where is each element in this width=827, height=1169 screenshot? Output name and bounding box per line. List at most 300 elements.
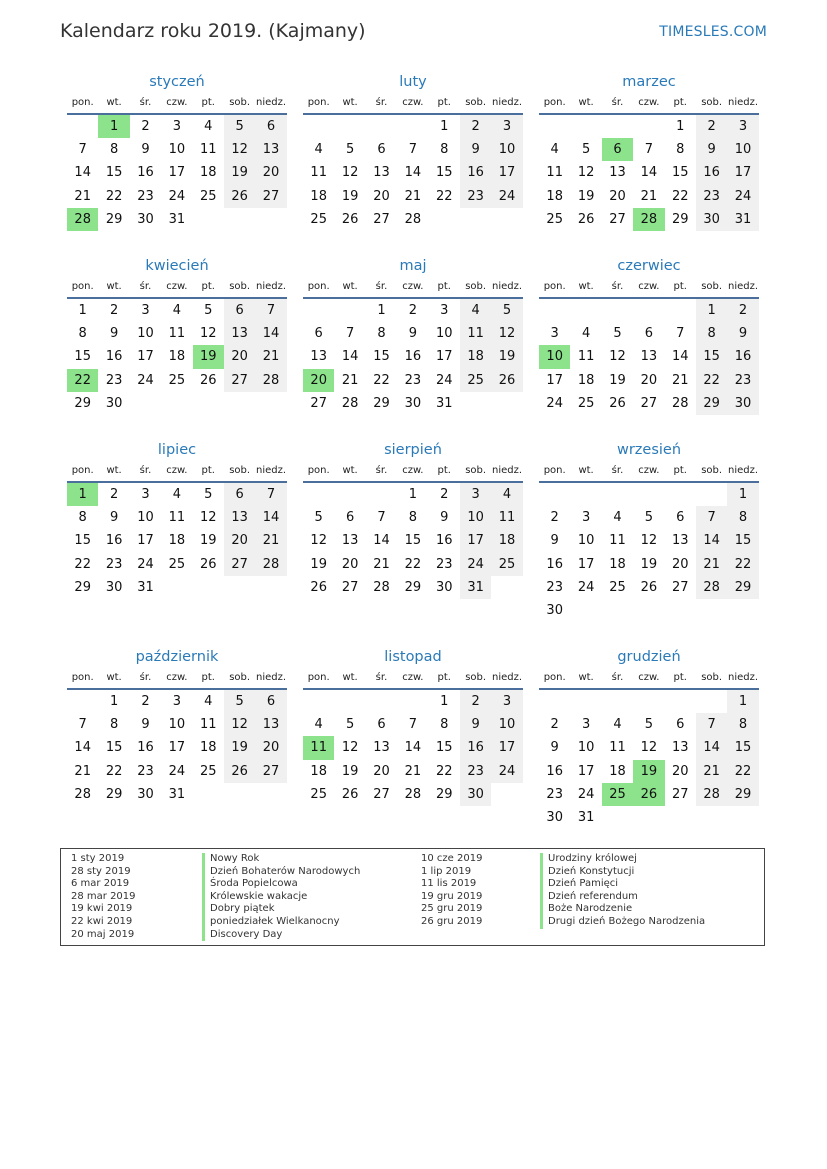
week-row — [67, 138, 287, 161]
day-cell: 20 — [255, 736, 286, 759]
day-cell: 11 — [577, 349, 595, 365]
day-cell: 18 — [491, 529, 522, 552]
legend-date: 11 lis 2019 — [421, 878, 477, 890]
weekday-label: czw. — [638, 281, 660, 292]
weekday-header — [303, 93, 523, 115]
day-cell: 18 — [609, 556, 626, 572]
day-cell: 24 — [137, 556, 154, 572]
weekday-label: czw. — [638, 97, 660, 108]
day-cell: 11 — [310, 165, 327, 181]
day-cell: 19 — [640, 556, 658, 572]
week-row — [67, 553, 287, 576]
week-row — [67, 529, 287, 552]
day-cell: 16 — [546, 763, 563, 779]
week-row — [539, 506, 759, 529]
day-cell: 6 — [377, 717, 386, 733]
day-cell: 25 — [199, 188, 217, 204]
weekday-label: wt. — [342, 281, 358, 292]
week-row — [539, 161, 759, 184]
day-cell — [633, 599, 664, 622]
day-cell: 12 — [224, 713, 255, 736]
day-cell: 24 — [168, 763, 186, 779]
day-cell: 25 — [310, 211, 327, 227]
day-cell: 7 — [644, 142, 653, 158]
day-cell: 23 — [105, 372, 123, 388]
weekday-label: sob. — [465, 281, 487, 292]
weekday-label: śr. — [375, 281, 388, 292]
day-cell: 26 — [341, 211, 359, 227]
month-name: sierpień — [384, 442, 442, 458]
day-cell: 26 — [491, 369, 522, 392]
day-cell — [633, 690, 664, 713]
day-cell: 13 — [310, 349, 327, 365]
day-cell — [665, 299, 696, 322]
day-cell: 11 — [199, 142, 217, 158]
day-cell: 7 — [255, 483, 286, 506]
day-cell: 12 — [491, 322, 522, 345]
day-cell: 16 — [546, 556, 563, 572]
day-cell: 19 — [341, 763, 359, 779]
day-cell: 18 — [460, 345, 491, 368]
day-cell: 10 — [435, 326, 453, 342]
day-cell: 6 — [314, 326, 323, 342]
day-cell: 14 — [696, 736, 727, 759]
weekday-label: śr. — [139, 465, 152, 476]
day-cell: 9 — [408, 326, 417, 342]
legend-date: 20 maj 2019 — [71, 928, 135, 940]
day-cell: 5 — [345, 717, 355, 733]
day-cell: 14 — [255, 506, 286, 529]
day-cell: 17 — [168, 165, 186, 181]
day-cell: 16 — [460, 736, 491, 759]
week-row — [539, 345, 759, 368]
month-10 — [303, 646, 523, 806]
day-cell: 11 — [546, 165, 563, 181]
week-row — [67, 115, 287, 138]
weekday-label: pt. — [673, 97, 687, 108]
legend-holiday-name: Nowy Rok — [202, 853, 360, 866]
day-cell: 11 — [168, 510, 186, 526]
holiday-day-cell: 1 — [98, 115, 129, 138]
day-cell: 21 — [74, 188, 91, 204]
weekday-label: wt. — [106, 281, 122, 292]
site-link[interactable]: TIMESLES.COM — [659, 24, 767, 40]
weekday-label: czw. — [402, 281, 424, 292]
day-cell: 2 — [460, 690, 491, 713]
week-row — [539, 529, 759, 552]
day-cell: 13 — [224, 322, 255, 345]
day-cell — [303, 483, 334, 506]
day-cell: 27 — [255, 185, 286, 208]
weekday-label: śr. — [139, 97, 152, 108]
day-cell: 1 — [727, 483, 758, 506]
day-cell: 16 — [105, 349, 123, 365]
day-cell: 17 — [435, 349, 453, 365]
weekday-label: śr. — [139, 281, 152, 292]
day-cell: 17 — [727, 161, 758, 184]
day-cell — [193, 576, 224, 599]
day-cell: 17 — [168, 740, 186, 756]
day-cell — [696, 483, 727, 506]
week-row — [67, 208, 287, 231]
day-cell — [539, 690, 570, 713]
day-cell: 26 — [341, 786, 359, 802]
day-cell: 31 — [577, 809, 595, 825]
day-cell: 15 — [74, 533, 91, 549]
day-cell: 15 — [727, 736, 758, 759]
day-cell — [255, 576, 286, 599]
day-cell: 6 — [224, 299, 255, 322]
week-row — [539, 483, 759, 506]
weekday-label: pt. — [201, 97, 215, 108]
day-cell: 23 — [137, 188, 154, 204]
day-cell: 1 — [408, 487, 417, 502]
month-11 — [539, 646, 759, 829]
day-cell: 29 — [74, 579, 91, 595]
day-cell — [161, 392, 192, 415]
day-cell: 26 — [199, 556, 217, 572]
day-cell — [303, 115, 334, 138]
day-cell: 8 — [78, 510, 87, 526]
day-cell: 4 — [613, 510, 622, 526]
day-cell — [491, 392, 522, 415]
day-cell: 2 — [109, 487, 119, 502]
day-cell — [665, 806, 696, 829]
day-cell: 15 — [435, 740, 453, 756]
weekday-label: wt. — [342, 672, 358, 683]
day-cell: 24 — [460, 553, 491, 576]
day-cell: 1 — [440, 694, 449, 709]
day-cell: 28 — [671, 395, 689, 411]
day-cell: 15 — [373, 349, 390, 365]
day-cell: 12 — [199, 510, 217, 526]
legend-dates-right — [421, 853, 482, 929]
day-cell: 11 — [199, 717, 217, 733]
week-row — [539, 369, 759, 392]
week-row — [303, 369, 523, 392]
day-cell: 27 — [609, 211, 626, 227]
weekday-header — [303, 668, 523, 690]
legend-holiday-name: Boże Narodzenie — [540, 903, 705, 916]
day-cell: 22 — [696, 369, 727, 392]
day-cell — [491, 783, 522, 806]
weekday-label: śr. — [375, 672, 388, 683]
day-cell: 5 — [345, 142, 355, 158]
day-cell: 25 — [491, 553, 522, 576]
legend-date: 19 kwi 2019 — [71, 903, 133, 915]
weekday-label: sob. — [701, 281, 723, 292]
day-cell: 19 — [577, 188, 595, 204]
weekday-label: pon. — [543, 281, 566, 292]
week-row — [303, 138, 523, 161]
day-cell: 18 — [168, 349, 186, 365]
day-cell: 3 — [460, 483, 491, 506]
day-cell: 29 — [435, 786, 453, 802]
week-row — [303, 760, 523, 783]
day-cell: 23 — [105, 556, 123, 572]
day-cell: 19 — [199, 533, 217, 549]
day-cell: 18 — [168, 533, 186, 549]
day-cell — [665, 599, 696, 622]
weekday-header — [67, 461, 287, 483]
day-cell: 22 — [74, 556, 91, 572]
week-row — [303, 322, 523, 345]
weekday-label: śr. — [611, 465, 624, 476]
day-cell — [633, 299, 664, 322]
day-cell — [193, 392, 224, 415]
weekday-label: sob. — [465, 465, 487, 476]
day-cell: 30 — [137, 786, 154, 802]
day-cell: 2 — [696, 115, 727, 138]
weekday-label: wt. — [578, 281, 594, 292]
weekday-label: pt. — [201, 281, 215, 292]
day-cell: 28 — [74, 786, 91, 802]
day-cell: 11 — [168, 326, 186, 342]
day-cell: 8 — [109, 142, 119, 158]
week-row — [303, 392, 523, 415]
day-cell: 30 — [546, 602, 563, 618]
day-cell — [366, 483, 397, 506]
day-cell — [491, 576, 522, 599]
day-cell: 15 — [74, 349, 91, 365]
weekday-label: pon. — [307, 465, 330, 476]
day-cell: 11 — [609, 533, 626, 549]
day-cell: 1 — [440, 119, 449, 134]
day-cell: 23 — [460, 185, 491, 208]
week-row — [539, 138, 759, 161]
day-cell: 25 — [310, 786, 327, 802]
day-cell: 2 — [109, 303, 119, 318]
day-cell — [570, 690, 601, 713]
weekday-header — [539, 93, 759, 115]
weekday-label: wt. — [106, 97, 122, 108]
week-row — [303, 115, 523, 138]
day-cell: 26 — [640, 579, 658, 595]
day-cell: 18 — [609, 763, 626, 779]
weekday-label: pon. — [71, 281, 94, 292]
weekday-label: pon. — [307, 672, 330, 683]
day-cell: 22 — [727, 553, 758, 576]
legend-date: 26 gru 2019 — [421, 915, 483, 927]
day-cell: 21 — [255, 529, 286, 552]
week-row — [539, 690, 759, 713]
day-cell: 21 — [404, 188, 422, 204]
day-cell: 25 — [168, 556, 186, 572]
day-cell: 6 — [224, 483, 255, 506]
week-row — [539, 208, 759, 231]
month-5 — [539, 255, 759, 415]
weekday-label: pt. — [437, 672, 451, 683]
weekday-label: śr. — [139, 672, 152, 683]
day-cell: 22 — [105, 763, 123, 779]
day-cell: 29 — [404, 579, 422, 595]
day-cell — [727, 806, 758, 829]
day-cell — [397, 690, 428, 713]
day-cell: 26 — [310, 579, 327, 595]
day-cell — [161, 576, 192, 599]
day-cell: 24 — [546, 395, 563, 411]
day-cell: 28 — [341, 395, 359, 411]
holiday-day-cell: 11 — [303, 736, 334, 759]
day-cell: 3 — [581, 717, 591, 733]
day-cell: 27 — [224, 369, 255, 392]
day-cell: 19 — [491, 345, 522, 368]
day-cell: 13 — [373, 165, 390, 181]
day-cell: 17 — [137, 533, 154, 549]
day-cell: 10 — [137, 326, 154, 342]
legend-date: 1 lip 2019 — [421, 865, 472, 877]
day-cell: 18 — [310, 188, 327, 204]
week-row — [303, 783, 523, 806]
day-cell: 20 — [373, 763, 390, 779]
day-cell: 12 — [640, 533, 658, 549]
day-cell: 14 — [640, 165, 658, 181]
day-cell — [334, 115, 365, 138]
month-1 — [303, 71, 523, 231]
week-row — [67, 690, 287, 713]
day-cell — [224, 783, 255, 806]
day-cell: 14 — [671, 349, 689, 365]
day-cell: 5 — [491, 299, 522, 322]
day-cell: 1 — [377, 303, 386, 318]
day-cell: 13 — [341, 533, 359, 549]
month-8 — [539, 439, 759, 622]
day-cell — [303, 690, 334, 713]
day-cell: 19 — [341, 188, 359, 204]
week-row — [303, 208, 523, 231]
week-row — [539, 760, 759, 783]
weekday-label: sob. — [229, 465, 251, 476]
day-cell: 24 — [168, 188, 186, 204]
day-cell — [665, 483, 696, 506]
legend-holiday-name: Discovery Day — [202, 929, 360, 942]
week-row — [67, 345, 287, 368]
week-row — [539, 299, 759, 322]
day-cell: 9 — [696, 138, 727, 161]
weekday-label: czw. — [402, 97, 424, 108]
day-cell: 8 — [78, 326, 87, 342]
week-row — [67, 736, 287, 759]
day-cell: 7 — [345, 326, 355, 342]
day-cell: 25 — [168, 372, 186, 388]
day-cell: 12 — [341, 740, 359, 756]
day-cell: 15 — [105, 165, 123, 181]
week-row — [67, 783, 287, 806]
holiday-day-cell: 19 — [193, 345, 224, 368]
weekday-label: sob. — [465, 97, 487, 108]
day-cell: 31 — [137, 579, 154, 595]
day-cell: 16 — [435, 533, 453, 549]
legend-date: 19 gru 2019 — [421, 890, 483, 902]
day-cell — [366, 690, 397, 713]
legend-holiday-name: Królewskie wakacje — [202, 891, 360, 904]
day-cell: 20 — [671, 763, 689, 779]
day-cell: 11 — [460, 322, 491, 345]
day-cell — [539, 299, 570, 322]
weekday-label: wt. — [578, 97, 594, 108]
week-row — [539, 806, 759, 829]
day-cell: 29 — [105, 786, 123, 802]
weekday-label: czw. — [166, 281, 188, 292]
day-cell: 19 — [224, 736, 255, 759]
week-row — [67, 161, 287, 184]
weekday-label: sob. — [701, 465, 723, 476]
day-cell: 3 — [172, 119, 181, 134]
weekday-label: pt. — [437, 465, 451, 476]
day-cell: 20 — [671, 556, 689, 572]
week-row — [303, 576, 523, 599]
day-cell: 23 — [546, 579, 563, 595]
weekday-label: pt. — [437, 281, 451, 292]
month-name: lipiec — [157, 442, 197, 458]
legend-date: 28 sty 2019 — [71, 865, 131, 877]
day-cell: 17 — [577, 556, 595, 572]
day-cell: 12 — [640, 740, 658, 756]
weekday-label: śr. — [611, 281, 624, 292]
day-cell: 23 — [460, 760, 491, 783]
day-cell: 9 — [109, 510, 119, 526]
day-cell: 20 — [224, 529, 255, 552]
day-cell: 1 — [109, 694, 119, 709]
weekday-label: pt. — [673, 465, 687, 476]
day-cell: 8 — [109, 717, 119, 733]
weekday-label: wt. — [578, 465, 594, 476]
holiday-day-cell: 19 — [633, 760, 664, 783]
day-cell: 14 — [404, 165, 422, 181]
day-cell — [334, 483, 365, 506]
day-cell: 16 — [137, 165, 154, 181]
day-cell: 27 — [224, 553, 255, 576]
day-cell — [224, 208, 255, 231]
day-cell — [460, 392, 491, 415]
day-cell: 21 — [74, 763, 91, 779]
day-cell: 4 — [314, 142, 323, 158]
day-cell — [696, 690, 727, 713]
day-cell: 18 — [199, 740, 217, 756]
day-cell: 2 — [550, 510, 559, 526]
weekday-label: pt. — [673, 672, 687, 683]
weekday-label: niedz. — [728, 672, 759, 683]
day-cell: 29 — [727, 783, 758, 806]
week-row — [539, 783, 759, 806]
day-cell: 20 — [224, 345, 255, 368]
day-cell: 29 — [696, 392, 727, 415]
weekday-label: pon. — [71, 97, 94, 108]
day-cell: 20 — [640, 372, 658, 388]
month-name: grudzień — [617, 649, 681, 665]
day-cell: 10 — [577, 740, 595, 756]
week-row — [539, 392, 759, 415]
day-cell: 29 — [74, 395, 91, 411]
weekday-label: czw. — [638, 672, 660, 683]
day-cell: 10 — [460, 506, 491, 529]
month-6 — [67, 439, 287, 599]
weekday-label: śr. — [375, 465, 388, 476]
day-cell: 29 — [727, 576, 758, 599]
page-title: Kalendarz roku 2019. (Kajmany) — [60, 20, 366, 42]
day-cell: 14 — [373, 533, 390, 549]
day-cell: 16 — [696, 161, 727, 184]
day-cell: 9 — [550, 740, 559, 756]
day-cell: 17 — [577, 763, 595, 779]
day-cell — [255, 208, 286, 231]
day-cell — [67, 690, 98, 713]
day-cell: 25 — [546, 211, 563, 227]
day-cell: 3 — [491, 690, 522, 713]
day-cell — [696, 806, 727, 829]
day-cell: 18 — [577, 372, 595, 388]
day-cell: 15 — [671, 165, 689, 181]
